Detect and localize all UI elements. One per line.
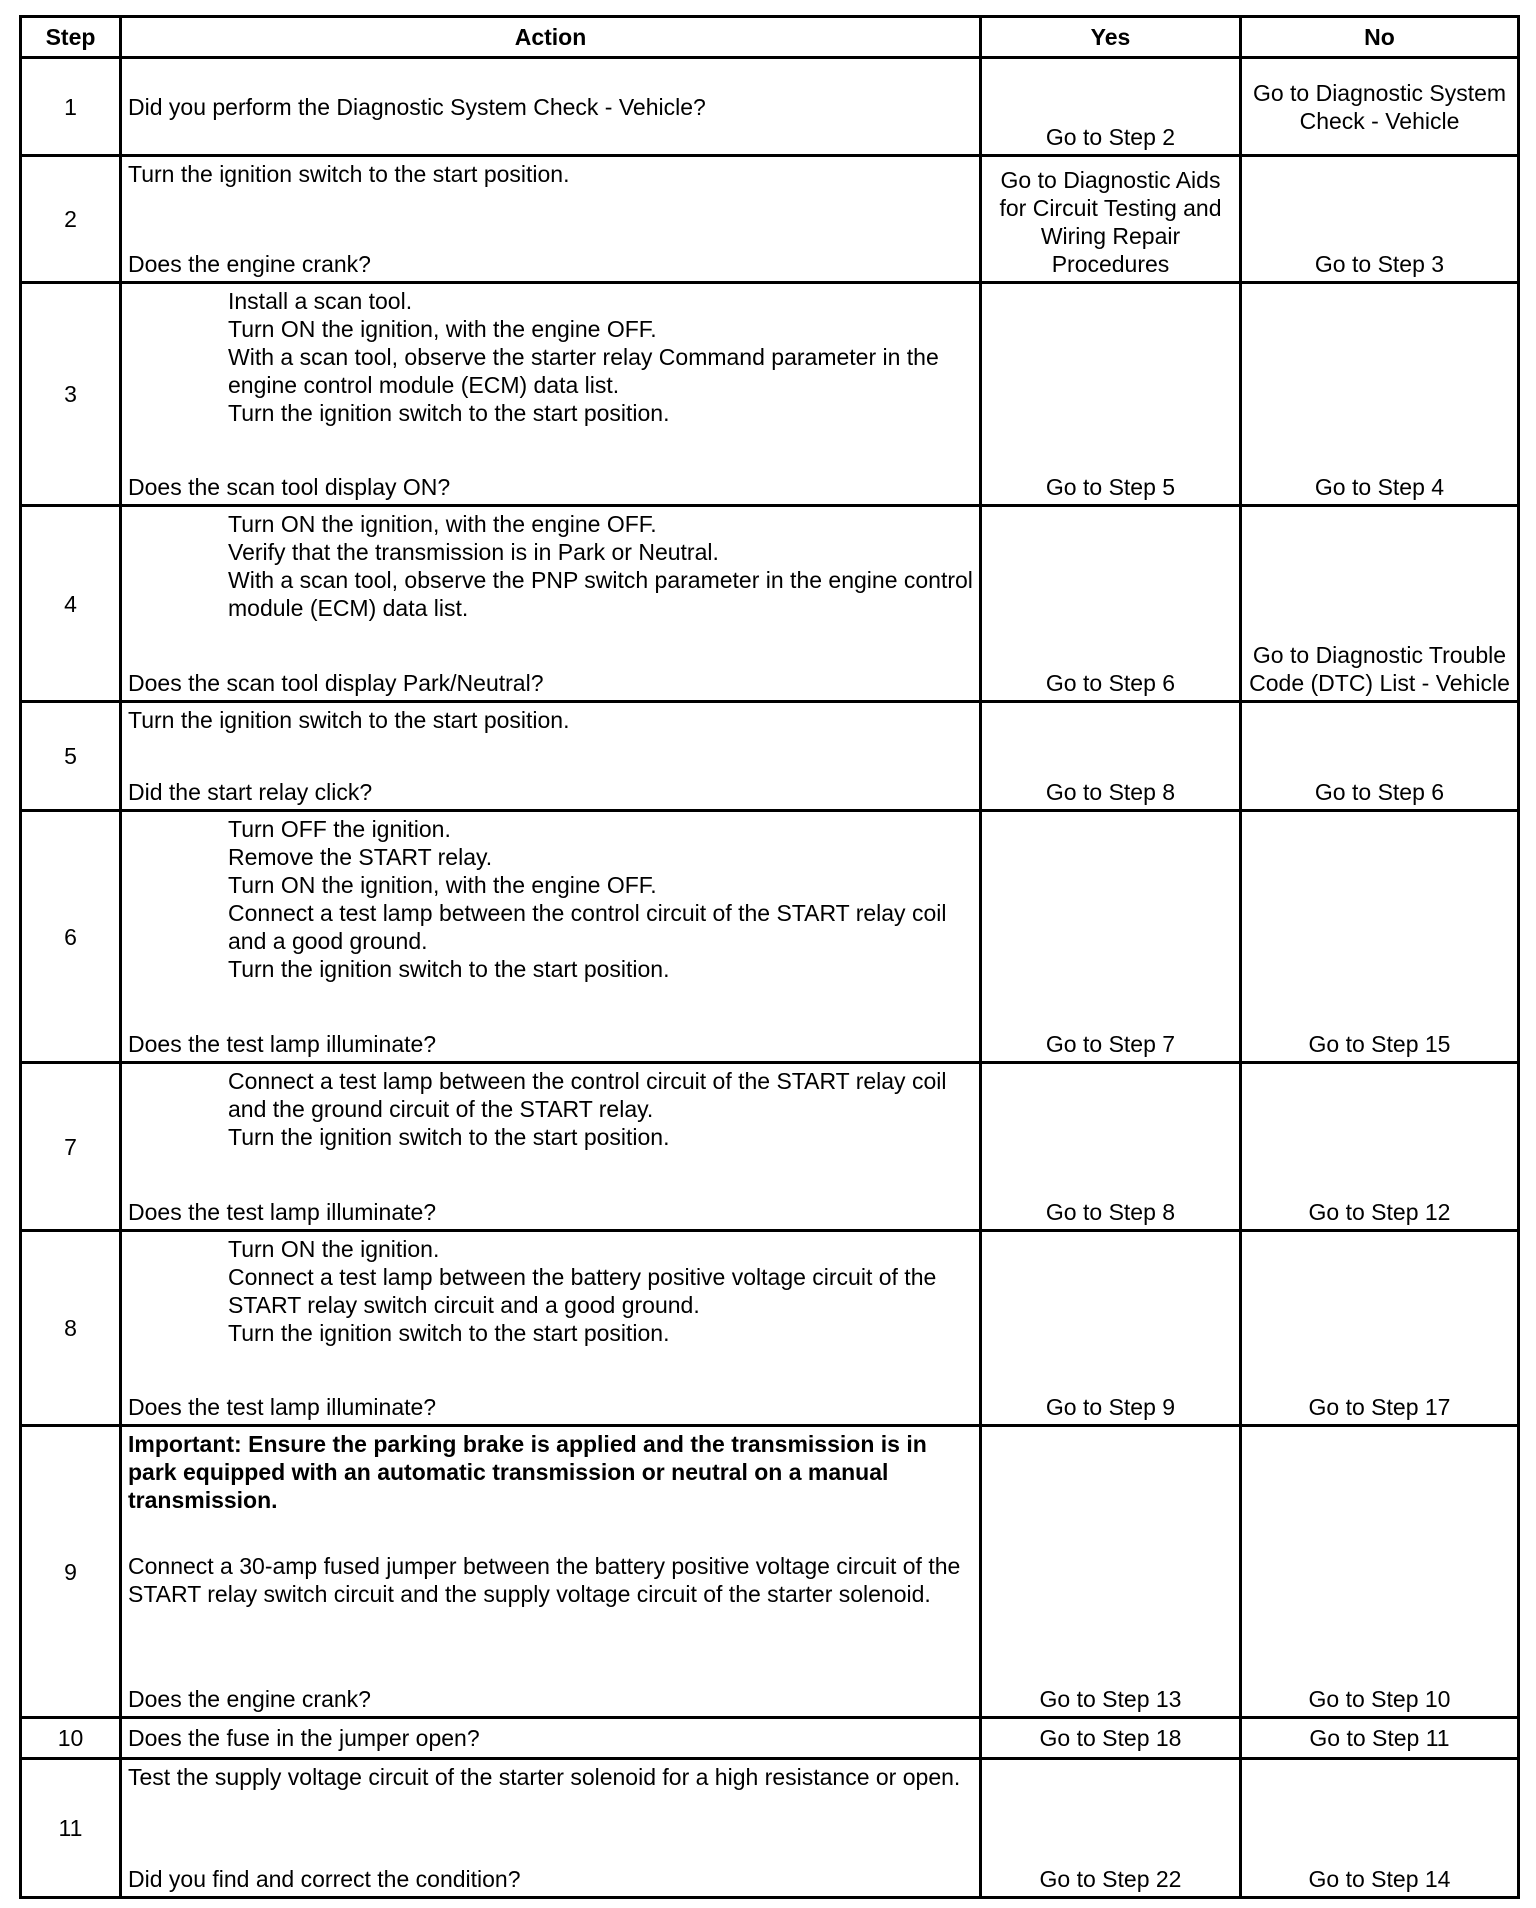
question: Does the test lamp illuminate? xyxy=(128,1199,437,1225)
yes-cell: Go to Step 8 xyxy=(981,702,1241,811)
diagnostic-table xyxy=(19,15,1520,1899)
header-row xyxy=(21,17,1519,58)
instruction: Verify that the transmission is in Park or Neutral. xyxy=(228,539,719,565)
table-row xyxy=(21,1231,1519,1426)
header-step: Step xyxy=(21,17,121,58)
no-cell: Go to Step 15 xyxy=(1241,811,1519,1063)
action-cell xyxy=(121,702,981,811)
question: Does the engine crank? xyxy=(128,1686,371,1712)
action-text: Turn the ignition switch to the start position. xyxy=(128,161,570,187)
table-row xyxy=(21,1063,1519,1231)
table-row xyxy=(21,283,1519,506)
instruction-list xyxy=(128,815,973,983)
no-cell: Go to Diagnostic System Check - Vehicle xyxy=(1241,58,1519,156)
question: Does the scan tool display ON? xyxy=(128,474,451,500)
yes-cell: Go to Step 2 xyxy=(981,58,1241,156)
question: Does the test lamp illuminate? xyxy=(128,1031,437,1057)
table-row xyxy=(21,156,1519,283)
question: Does the scan tool display Park/Neutral? xyxy=(128,670,544,696)
header-yes: Yes xyxy=(981,17,1241,58)
question: Did you find and correct the condition? xyxy=(128,1866,521,1892)
instruction: Turn OFF the ignition. xyxy=(228,816,451,842)
yes-cell: Go to Step 13 xyxy=(981,1426,1241,1718)
table-row xyxy=(21,1426,1519,1718)
no-cell: Go to Diagnostic Trouble Code (DTC) List - Vehicle xyxy=(1241,506,1519,702)
step-number: 8 xyxy=(21,1231,121,1426)
instruction-list xyxy=(128,510,973,622)
question: Did the start relay click? xyxy=(128,779,373,805)
step-number: 2 xyxy=(21,156,121,283)
instruction: With a scan tool, observe the PNP switch parameter in the engine control module (ECM) data list. xyxy=(228,567,973,621)
header-no: No xyxy=(1241,17,1519,58)
yes-cell: Go to Step 6 xyxy=(981,506,1241,702)
action-cell xyxy=(121,58,981,156)
header-action: Action xyxy=(121,17,981,58)
step-number: 4 xyxy=(21,506,121,702)
instruction: Turn the ignition switch to the start position. xyxy=(228,1124,670,1150)
no-cell: Go to Step 6 xyxy=(1241,702,1519,811)
no-cell: Go to Step 4 xyxy=(1241,283,1519,506)
yes-cell: Go to Step 18 xyxy=(981,1718,1241,1759)
table-row xyxy=(21,811,1519,1063)
instruction: Connect a test lamp between the control circuit of the START relay coil and a good ground. xyxy=(228,900,947,954)
instruction: Remove the START relay. xyxy=(228,844,493,870)
instruction-list xyxy=(128,1067,973,1151)
action-text: Connect a 30-amp fused jumper between the battery positive voltage circuit of the START relay switch circuit and the supply voltage circuit of the starter solenoid. xyxy=(128,1553,961,1607)
no-cell: Go to Step 11 xyxy=(1241,1718,1519,1759)
question: Does the test lamp illuminate? xyxy=(128,1394,437,1420)
table-row xyxy=(21,1759,1519,1898)
instruction: Turn ON the ignition, with the engine OFF. xyxy=(228,316,657,342)
no-cell: Go to Step 12 xyxy=(1241,1063,1519,1231)
no-cell: Go to Step 17 xyxy=(1241,1231,1519,1426)
action-cell xyxy=(121,1231,981,1426)
instruction: Connect a test lamp between the control circuit of the START relay coil and the ground circuit of the START relay. xyxy=(228,1068,947,1122)
action-cell xyxy=(121,156,981,283)
step-number: 6 xyxy=(21,811,121,1063)
question: Does the engine crank? xyxy=(128,251,371,277)
important-note: Important: Ensure the parking brake is applied and the transmission is in park equipped with an automatic transmission or neutral on a manual transmission. xyxy=(128,1431,927,1513)
table-row xyxy=(21,702,1519,811)
step-number: 11 xyxy=(21,1759,121,1898)
question: Does the fuse in the jumper open? xyxy=(128,1725,480,1751)
instruction: Turn the ignition switch to the start position. xyxy=(228,1320,670,1346)
question: Did you perform the Diagnostic System Check - Vehicle? xyxy=(128,93,706,120)
table-row xyxy=(21,506,1519,702)
step-number: 10 xyxy=(21,1718,121,1759)
instruction: Turn ON the ignition, with the engine OFF. xyxy=(228,872,657,898)
instruction: Turn ON the ignition. xyxy=(228,1236,440,1262)
instruction: Turn the ignition switch to the start position. xyxy=(228,400,670,426)
yes-cell: Go to Step 8 xyxy=(981,1063,1241,1231)
yes-cell: Go to Step 5 xyxy=(981,283,1241,506)
yes-cell: Go to Diagnostic Aids for Circuit Testing and Wiring Repair Procedures xyxy=(981,156,1241,283)
action-cell xyxy=(121,1718,981,1759)
action-cell xyxy=(121,506,981,702)
step-number: 9 xyxy=(21,1426,121,1718)
yes-cell: Go to Step 9 xyxy=(981,1231,1241,1426)
action-text: Test the supply voltage circuit of the starter solenoid for a high resistance or open. xyxy=(128,1764,961,1790)
instruction: Turn ON the ignition, with the engine OFF. xyxy=(228,511,657,537)
instruction-list xyxy=(128,287,973,427)
yes-cell: Go to Step 7 xyxy=(981,811,1241,1063)
action-cell xyxy=(121,1426,981,1718)
yes-cell: Go to Step 22 xyxy=(981,1759,1241,1898)
action-cell xyxy=(121,283,981,506)
action-cell xyxy=(121,1759,981,1898)
step-number: 1 xyxy=(21,58,121,156)
step-number: 7 xyxy=(21,1063,121,1231)
no-cell: Go to Step 10 xyxy=(1241,1426,1519,1718)
instruction: With a scan tool, observe the starter relay Command parameter in the engine control module (ECM) data list. xyxy=(228,344,939,398)
instruction: Install a scan tool. xyxy=(228,288,413,314)
action-cell xyxy=(121,1063,981,1231)
instruction: Connect a test lamp between the battery positive voltage circuit of the START relay switch circuit and a good ground. xyxy=(228,1264,937,1318)
table-row xyxy=(21,1718,1519,1759)
action-cell xyxy=(121,811,981,1063)
step-number: 3 xyxy=(21,283,121,506)
no-cell: Go to Step 3 xyxy=(1241,156,1519,283)
no-cell: Go to Step 14 xyxy=(1241,1759,1519,1898)
step-number: 5 xyxy=(21,702,121,811)
action-text: Turn the ignition switch to the start position. xyxy=(128,707,570,733)
table-row xyxy=(21,58,1519,156)
instruction-list xyxy=(128,1235,973,1347)
instruction: Turn the ignition switch to the start position. xyxy=(228,956,670,982)
